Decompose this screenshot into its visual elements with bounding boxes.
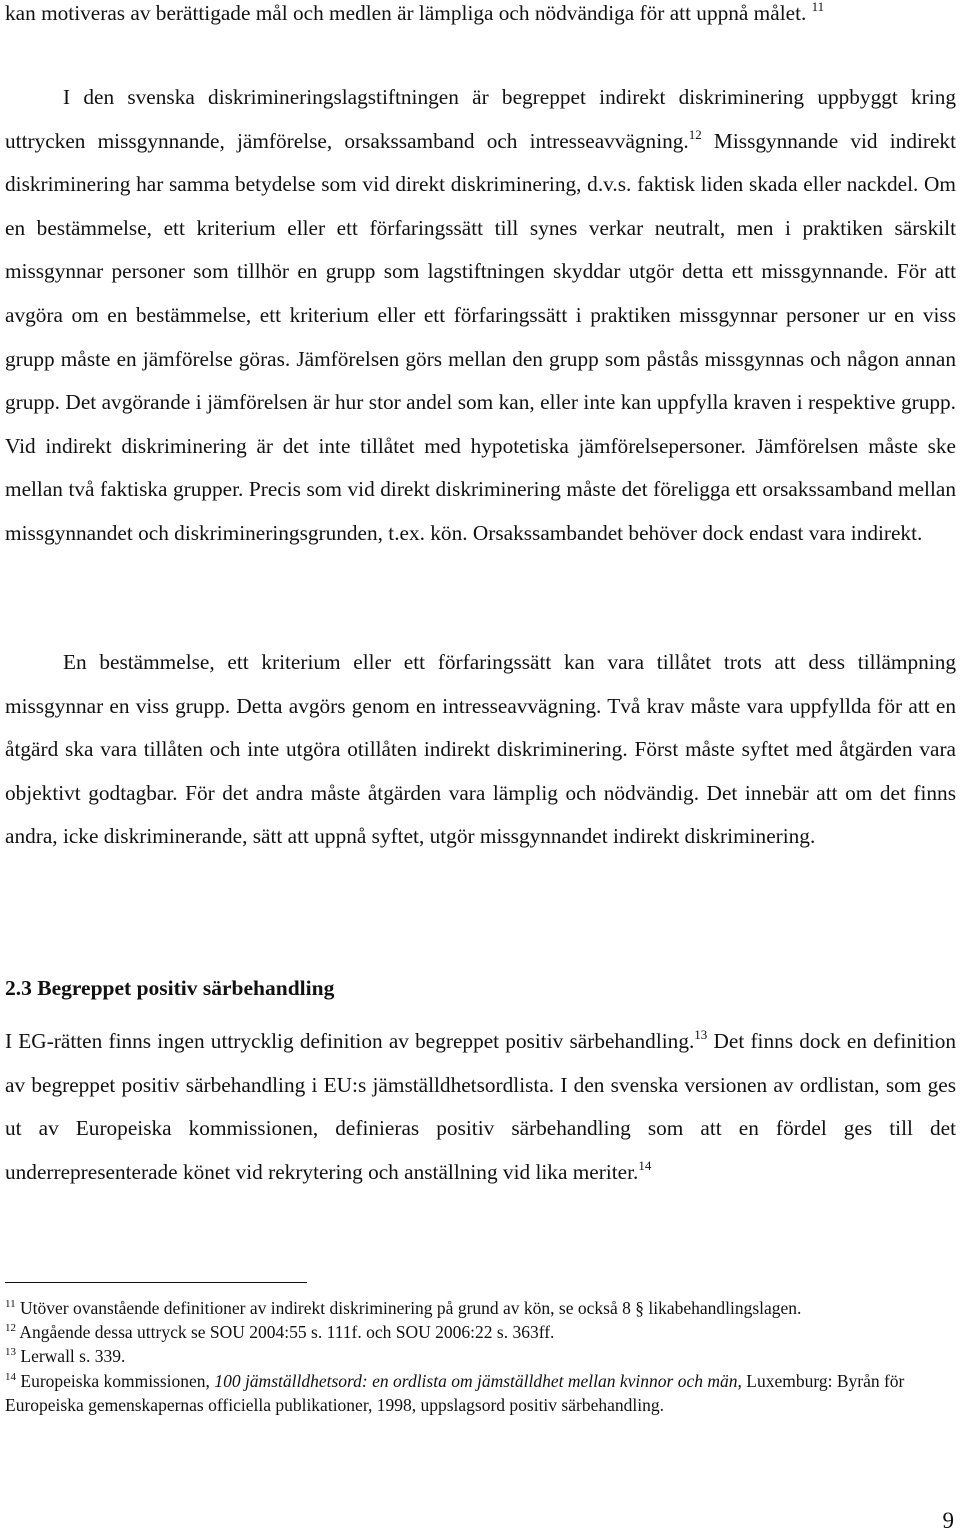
paragraph-text: Det finns dock en definition av begreppet positiv särbehandling i EU:s jämställdhetsordlista. I den svenska versionen av ordlistan, som ges ut av Europeiska kommissionen, definieras positiv särbehandling som att en fördel ges till det underrepresenterade könet vid rekrytering och anställning vid lika meriter. (5, 1029, 956, 1184)
footnote-number: 12 (5, 1322, 16, 1335)
page-number: 9 (942, 1508, 954, 1533)
paragraph-indirect-discrimination (5, 76, 956, 556)
footnote-number: 13 (5, 1346, 16, 1359)
footnote-text: Angående dessa uttryck se SOU 2004:55 s. 111f. och SOU 2006:22 s. 363ff. (19, 1322, 555, 1343)
footnote-text: Utöver ovanstående definitioner av indirekt diskriminering på grund av kön, se också 8 § likabehandlingslagen. (19, 1298, 802, 1318)
paragraph-positive-discrimination (5, 1020, 956, 1194)
footnote-12 (5, 1320, 956, 1344)
footnote-ref-13[interactable]: 13 (694, 1027, 708, 1042)
paragraph-text: I EG-rätten finns ingen uttrycklig definition av begreppet positiv särbehandling. (5, 1029, 695, 1053)
footnotes (5, 1296, 956, 1417)
footnote-text: , Luxemburg: Byrån för Europeiska gemenskapernas officiella publikationer, 1998, uppslagsord positiv särbehandling. (5, 1370, 905, 1415)
footnote-ref-11[interactable]: 11 (811, 0, 825, 14)
footnote-number: 11 (5, 1298, 16, 1310)
footnote-number: 14 (5, 1370, 16, 1383)
paragraph-text: Missgynnande vid indirekt diskriminering har samma betydelse som vid direkt diskriminering, d.v.s. faktisk liden skada eller nackdel. Om en bestämmelse, ett kriterium eller ett förfaringssätt till synes verkar neutralt, men i praktiken särskilt missgynnar personer som tillhör en grupp som lagstiftningen skyddar utgör detta ett missgynnande. För att avgöra om en bestämmelse, ett kriterium eller ett förfaringssätt i praktiken missgynnar personer ur en viss grupp måste en jämförelse göras. Jämförelsen görs mellan den grupp som påstås missgynnas och någon annan grupp. Det avgörande i jämförelsen är hur stor andel som kan, eller inte kan uppfylla kraven i respektive grupp. Vid indirekt diskriminering är det inte tillåtet med hypotetiska jämförelsepersoner. Jämförelsen måste ske mellan två faktiska grupper. Precis som vid direkt diskriminering måste det föreligga ett orsakssamband mellan missgynnandet och diskrimineringsgrunden, t.ex. kön. Orsakssambandet behöver dock endast vara indirekt. (5, 128, 956, 545)
paragraph-text: I den svenska diskrimineringslagstiftningen är begreppet indirekt diskriminering uppbyggt kring uttrycken missgynnande, jämförelse, orsakssamband och intresseavvägning. (5, 85, 956, 153)
footnote-text: Lerwall s. 339. (20, 1346, 126, 1367)
footnote-ref-12[interactable]: 12 (688, 126, 702, 142)
footnote-13 (5, 1344, 956, 1368)
paragraph-text: kan motiveras av berättigade mål och medlen är lämpliga och nödvändiga för att uppnå målet. (5, 1, 812, 25)
footnote-11 (5, 1296, 956, 1320)
footnote-text: Europeiska kommissionen, (20, 1370, 215, 1391)
section-heading: 2.3 Begreppet positiv särbehandling (5, 976, 335, 1000)
footnote-divider (5, 1282, 307, 1283)
paragraph-continued (5, 0, 956, 36)
paragraph-interest-balancing: En bestämmelse, ett kriterium eller ett förfaringssätt kan vara tillåtet trots att dess tillämpning missgynnar en viss grupp. Detta avgörs genom en intresseavvägning. Två krav måste vara uppfyllda för att en åtgärd ska vara tillåten och inte utgöra otillåten indirekt diskriminering. Först måste syftet med åtgärden vara objektivt godtagbar. För det andra måste åtgärden vara lämplig och nödvändig. Det innebär att om det finns andra, icke diskriminerande, sätt att uppnå syftet, utgör missgynnandet indirekt diskriminering. (5, 650, 956, 849)
footnote-ref-14[interactable]: 14 (638, 1157, 652, 1173)
footnote-14 (5, 1369, 956, 1417)
footnote-book-title: 100 jämställdhetsord: en ordlista om jämställdhet mellan kvinnor och män (214, 1370, 738, 1391)
